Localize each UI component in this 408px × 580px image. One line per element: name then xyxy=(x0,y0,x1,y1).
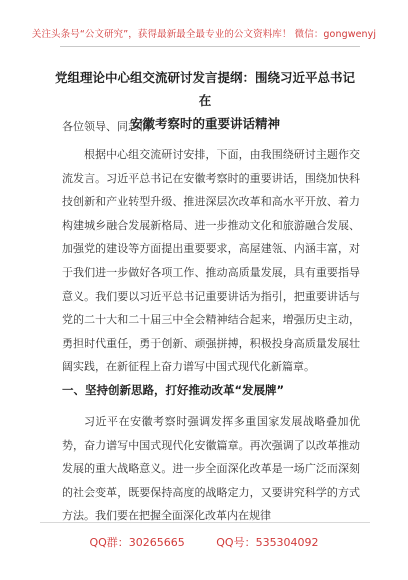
title-line-1: 党组理论中心组交流研讨发言提纲：围绕习近平总书记在 xyxy=(54,70,355,108)
footer-qq-number: QQ号：535304092 xyxy=(216,536,319,549)
header-promo-note: 关注头条号“公文研究”，获得最新最全最专业的公文资料库！ 微信：gongwenyj xyxy=(31,29,377,40)
paragraph-intro: 根据中心组交流研讨安排，下面，由我围绕研讨主题作交流发言。习近平总书记在安徽考察时的重要讲话，围绕加快科技创新和产业转型升级、推进深层次改革和高水平开放、着力构建城乡融合发展新格局、进一步推动文化和旅游融合发展、加强党的建设等方面提出重要要求，高屋建瓴、内涵丰富，对于我们进一步做好各项工作、推动高质量发展，具有重要指导意义。我们要以习近平总书记重要讲话为指引，把重要讲话与党的二十大和二十届三中全会精神结合起来，增强历史主动，勇担时代重任，勇于创新、顽强拼搏，积极投身高质量发展壮阔实践，在新征程上奋力谱写中国式现代化新篇章。 xyxy=(62,148,360,374)
footer-qq-group: QQ群：30265665 xyxy=(89,536,185,549)
footer-contact xyxy=(0,534,408,550)
header-divider xyxy=(60,46,360,47)
paragraph-section-1: 习近平在安徽考察时强调发挥多重国家发展战略叠加优势，奋力谱写中国式现代化安徽篇章。再次强调了以改革推动发展的重大战略意义。进一步全面深化改革是一场广泛而深刻的社会变革，既要保持高度的战略定力，又要讲究科学的方式方法。我们要在把握全面深化改革内在规律 xyxy=(62,415,360,523)
salutation: 各位领导、同志们： xyxy=(62,120,161,133)
footer-divider xyxy=(40,522,370,523)
title-line-2: 安徽考察时的重要讲话精神 xyxy=(129,116,280,131)
section-heading-1: 一、坚持创新思路，打好推动改革“发展牌” xyxy=(62,383,285,397)
